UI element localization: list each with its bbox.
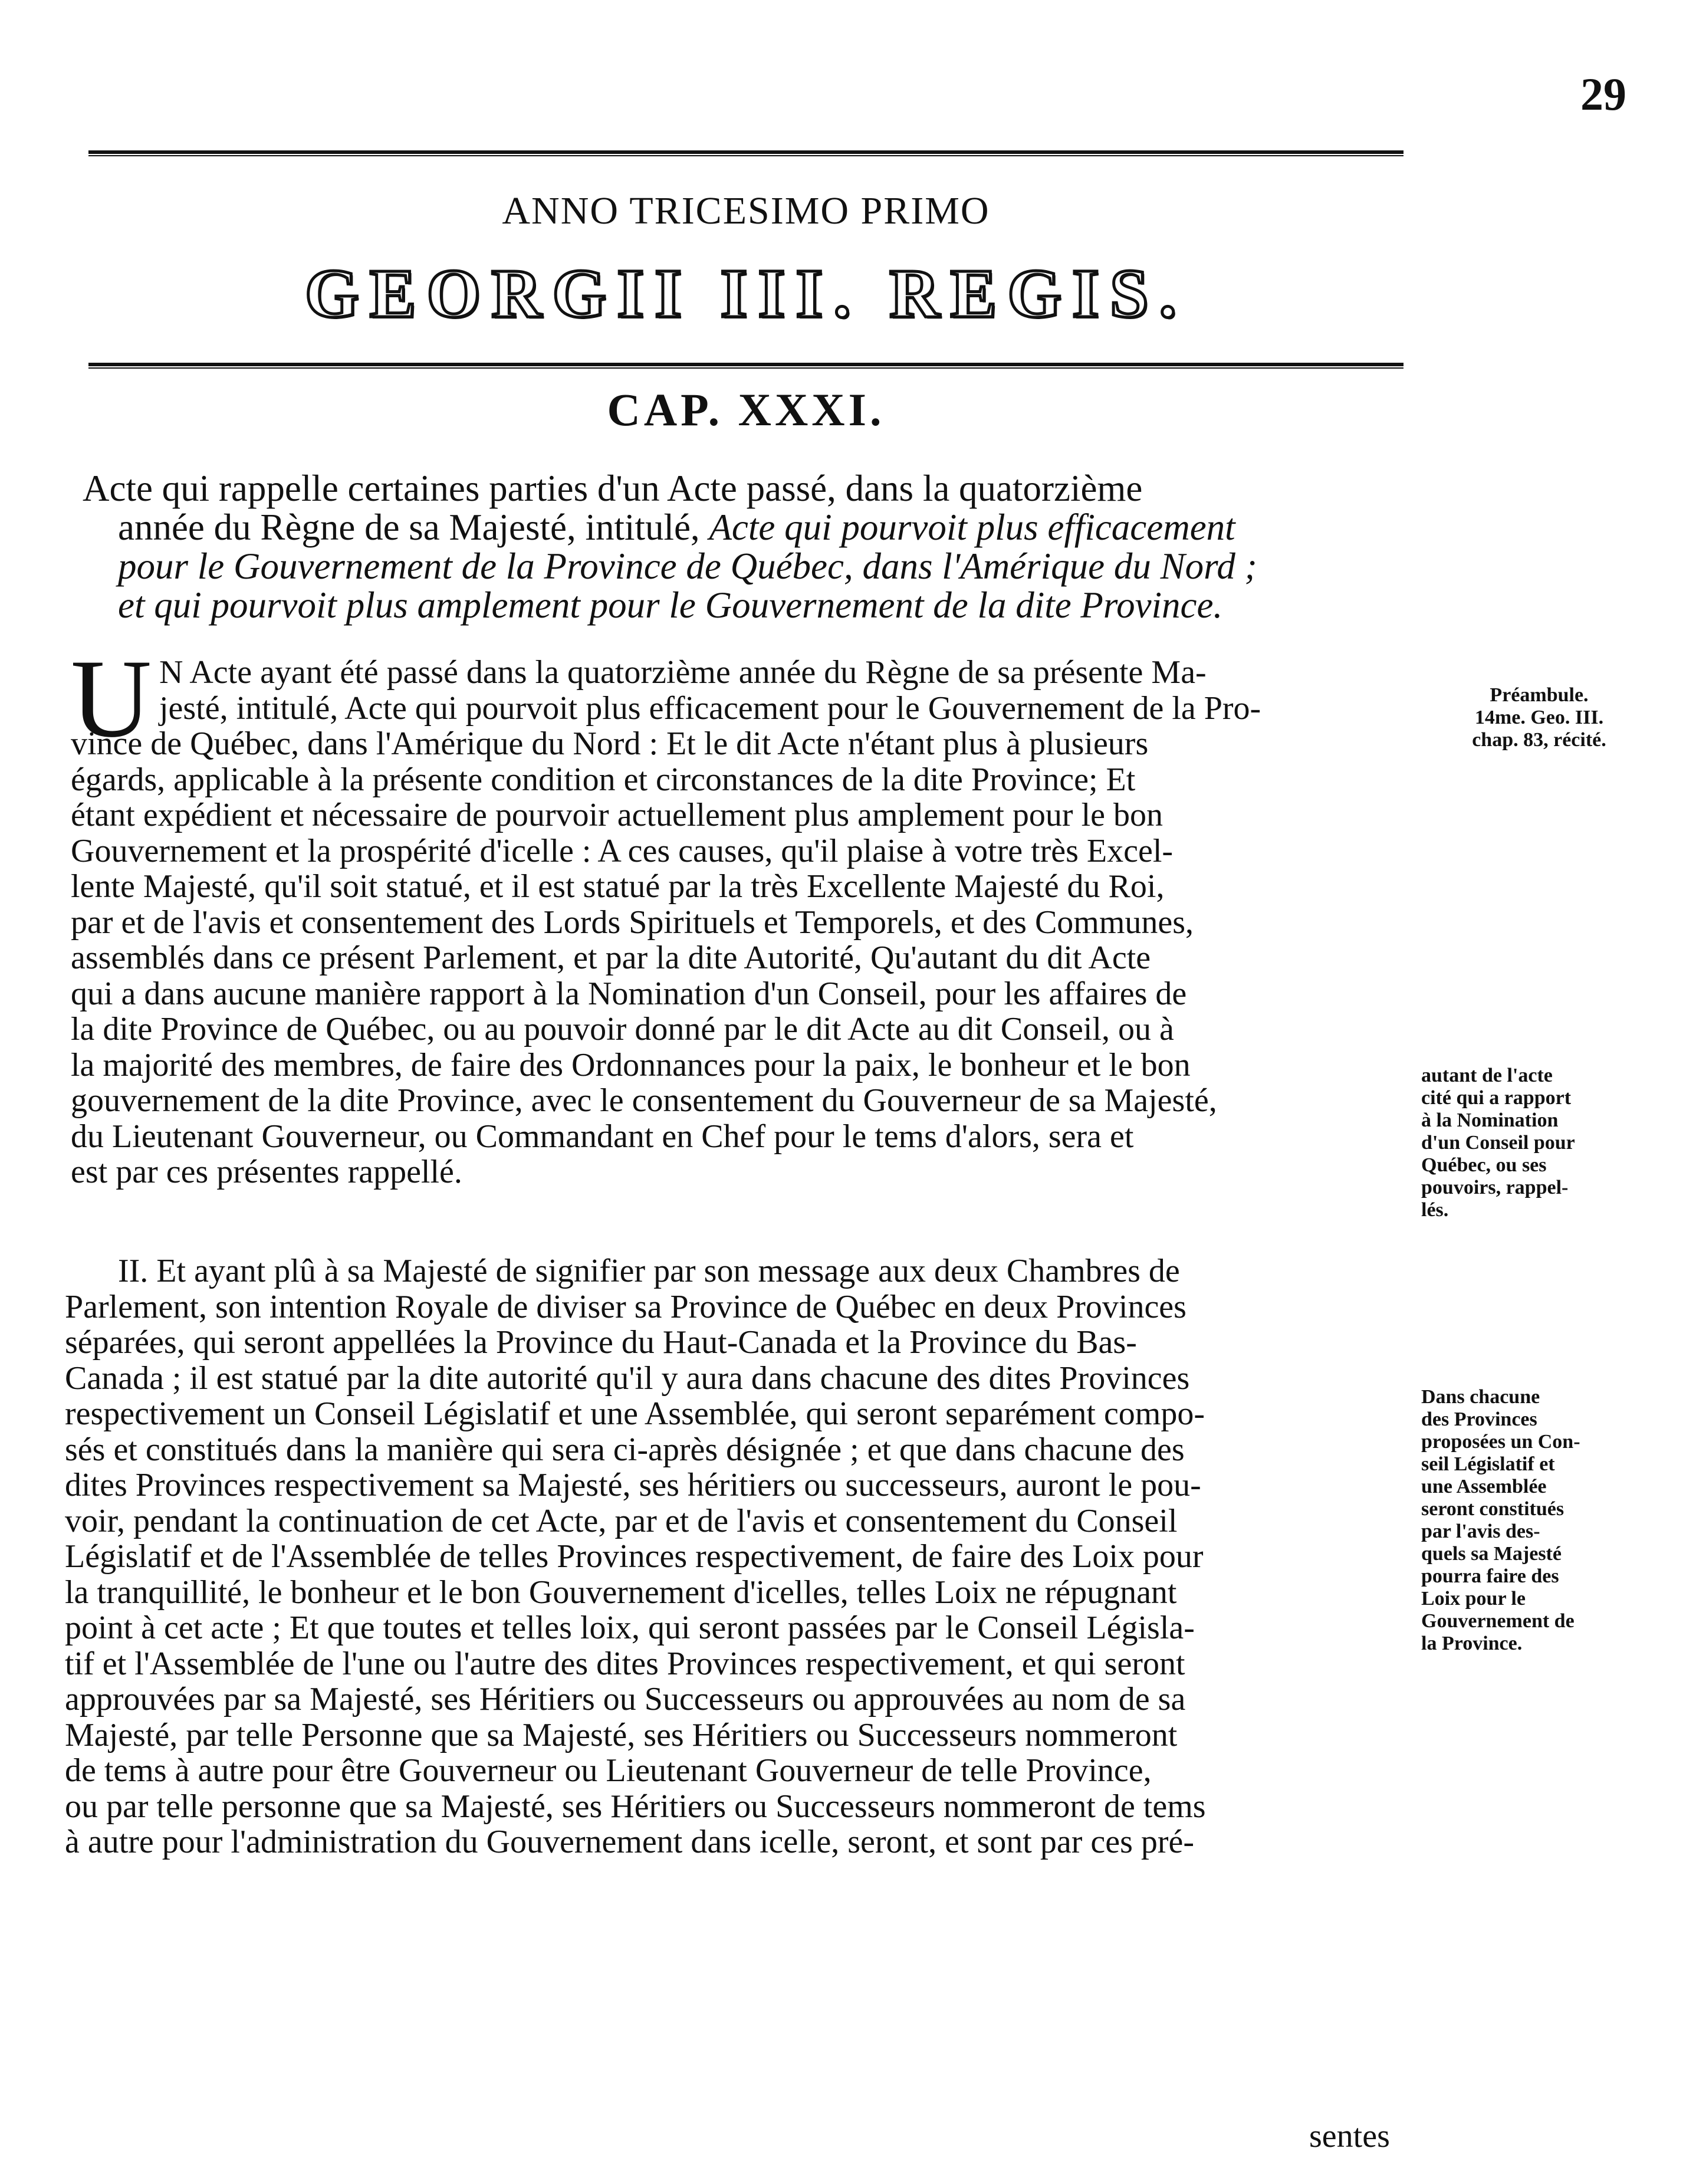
text-line: N Acte ayant été passé dans la quatorzième année du Règne de sa présente Ma- [159,654,1207,691]
text-line: Parlement, son intention Royale de diviser sa Province de Québec en deux Provinces [65,1288,1186,1325]
sidenote-line: quels sa Majesté [1421,1543,1562,1565]
text-line: Gouvernement et la prospérité d'icelle : A ces causes, qu'il plaise à votre très Excel- [71,832,1174,869]
text-line: du Lieutenant Gouverneur, ou Commandant en Chef pour le tems d'alors, sera et [71,1118,1134,1155]
paragraph-preamble [71,637,1398,1190]
text-line: II. Et ayant plû à sa Majesté de signifier par son message aux deux Chambres de [118,1253,1180,1289]
text-line: la tranquillité, le bonheur et le bon Gouvernement d'icelles, telles Loix ne répugnant [65,1574,1177,1611]
title-line: année du Règne de sa Majesté, intitulé, Acte qui pourvoit plus efficacement [118,507,1235,548]
text-line: sés et constitués dans la manière qui sera ci-après désignée ; et que dans chacune des [65,1431,1185,1468]
text-line: la majorité des membres, de faire des Ordonnances pour la paix, le bonheur et le bon [71,1046,1191,1083]
sidenote-line: pouvoirs, rappel- [1421,1177,1569,1198]
text-line: séparées, qui seront appellées la Province du Haut-Canada et la Province du Bas- [65,1324,1137,1361]
sidenote-line: Dans chacune [1421,1386,1540,1408]
title-line: et qui pourvoit plus amplement pour le Gouvernement de la dite Province. [118,584,1223,626]
sidenote-line: Loix pour le [1421,1588,1526,1610]
text-line: ou par telle personne que sa Majesté, ses Héritiers ou Successeurs nommeront de tems [65,1788,1206,1825]
text-line: Majesté, par telle Personne que sa Majesté, ses Héritiers ou Successeurs nommeront [65,1716,1178,1753]
text-line: dites Provinces respectivement sa Majesté, ses héritiers ou successeurs, auront le pou- [65,1467,1201,1503]
sidenote-line: cité qui a rapport [1421,1087,1572,1109]
text-line: voir, pendant la continuation de cet Acte, par et de l'avis et consentement du Conseil [65,1502,1178,1539]
sidenote-line: seront constitués [1421,1498,1564,1520]
sidenote-line: chap. 83, récité. [1472,729,1606,751]
sidenote-line: Gouvernement de [1421,1610,1575,1632]
sidenote-provinces [1421,1386,1639,1655]
sidenote-line: la Province. [1421,1633,1523,1654]
sidenote-council-repeal [1421,1065,1639,1221]
text-line: vince de Québec, dans l'Amérique du Nord : Et le dit Acte n'étant plus à plusieurs [71,725,1149,762]
sidenote-line: lés. [1421,1199,1449,1221]
text-line: point à cet acte ; Et que toutes et telles loix, qui seront passées par le Conseil Législa- [65,1610,1195,1646]
sidenote-line: par l'avis des- [1421,1520,1540,1542]
text-line: gouvernement de la dite Province, avec le consentement du Gouverneur de sa Majesté, [71,1082,1217,1119]
text-line: à autre pour l'administration du Gouvernement dans icelle, seront, et sont par ces pré- [65,1824,1195,1860]
text-line: étant expédient et nécessaire de pourvoir actuellement plus amplement pour le bon [71,797,1163,833]
paragraph-section-2 [65,1253,1398,1860]
regis-heading: GEORGII III. REGIS. [304,255,1188,332]
text-line: respectivement un Conseil Législatif et une Assemblée, qui seront separément compo- [65,1395,1205,1432]
text-line: Législatif et de l'Assemblée de telles Provinces respectivement, de faire des Loix pour [65,1538,1204,1575]
chapter-heading: CAP. XXXI. [607,384,885,435]
sidenote-preamble [1433,684,1645,751]
sidenote-line: une Assemblée [1421,1476,1547,1497]
text-line: Canada ; il est statué par la dite autorité qu'il y aura dans chacune des dites Provinces [65,1359,1190,1397]
sidenote-line: d'un Conseil pour [1421,1132,1575,1154]
drop-cap: U [71,637,152,761]
text-line: approuvées par sa Majesté, ses Héritiers ou Successeurs ou approuvées au nom de sa [65,1681,1186,1717]
catchword: sentes [1309,2118,1390,2155]
text-line: égards, applicable à la présente condition et circonstances de la dite Province; Et [71,761,1136,798]
text-line: jesté, intitulé, Acte qui pourvoit plus efficacement pour le Gouvernement de la Pro- [159,689,1261,727]
sidenote-line: à la Nomination [1421,1109,1559,1131]
sidenote-line: Préambule. [1490,684,1589,706]
sidenote-line: Québec, ou ses [1421,1154,1547,1176]
top-rule [88,150,1404,156]
text-line: par et de l'avis et consentement des Lords Spirituels et Temporels, et des Communes, [71,904,1194,941]
text-line: tif et l'Assemblée de l'une ou l'autre des dites Provinces respectivement, et qui seront [65,1645,1185,1682]
text-line: est par ces présentes rappellé. [71,1154,462,1190]
text-line: qui a dans aucune manière rapport à la Nomination d'un Conseil, pour les affaires de [71,975,1187,1012]
title-line: pour le Gouvernement de la Province de Québec, dans l'Amérique du Nord ; [118,546,1257,587]
sidenote-line: seil Législatif et [1421,1453,1555,1475]
sidenote-line: proposées un Con- [1421,1431,1580,1453]
act-title [83,469,1415,625]
title-line: Acte qui rappelle certaines parties d'un Acte passé, dans la quatorzième [83,468,1143,509]
sidenote-line: 14me. Geo. III. [1474,707,1604,728]
text-line: de tems à autre pour être Gouverneur ou Lieutenant Gouverneur de telle Province, [65,1752,1152,1789]
anno-heading: ANNO TRICESIMO PRIMO [502,189,990,232]
text-line: la dite Province de Québec, ou au pouvoir donné par le dit Acte au dit Conseil, ou à [71,1011,1174,1047]
text-line: assemblés dans ce présent Parlement, et par la dite Autorité, Qu'autant du dit Acte [71,940,1151,976]
sidenote-line: pourra faire des [1421,1565,1559,1587]
sidenote-line: autant de l'acte [1421,1065,1553,1086]
middle-rule [88,363,1404,369]
sidenote-line: des Provinces [1421,1408,1537,1430]
text-line: lente Majesté, qu'il soit statué, et il est statué par la très Excellente Majesté du Roi, [71,868,1165,905]
page-number: 29 [1580,68,1626,120]
